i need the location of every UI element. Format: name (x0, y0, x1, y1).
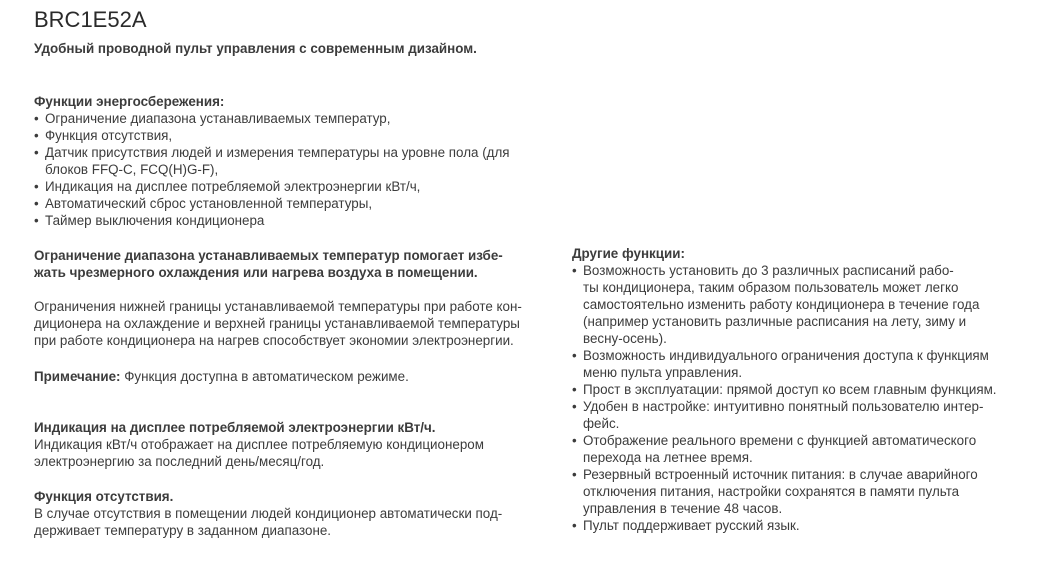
page-subtitle: Удобный проводной пульт управления с современным дизайном. (34, 41, 477, 56)
list-item: • Ограничение диапазона устанавливаемых температур, (34, 110, 544, 127)
temp-range-heading-line1: Ограничение диапазона устанавливаемых температур помогает избе- (34, 248, 503, 263)
line: отключения питания, настройки сохранятся в памяти пульта (583, 484, 960, 499)
temp-range-body-line3: при работе кондиционера на нагрев способствует экономии электроэнергии. (34, 333, 514, 348)
other-functions-list (572, 262, 1007, 534)
temp-range-body-line1: Ограничения нижней границы устанавливаемой температуры при работе кон- (34, 299, 522, 314)
line: • Возможность индивидуального ограничения доступа к функциям (583, 348, 989, 363)
line: весну-осень). (583, 331, 667, 346)
absence-heading: Функция отсутствия. (34, 489, 174, 504)
list-item (572, 398, 1007, 432)
note-text: Функция доступна в автоматическом режиме. (120, 369, 409, 384)
note-paragraph (34, 368, 544, 385)
absence-section (34, 488, 544, 539)
absence-line2: держивает температуру в заданном диапазоне. (34, 523, 332, 538)
temp-range-heading-line2: жать чрезмерного охлаждения или нагрева воздуха в помещении. (34, 265, 478, 280)
other-functions-section (572, 245, 1007, 534)
list-item: • Автоматический сброс установленной температуры, (34, 195, 544, 212)
energy-saving-section (34, 93, 544, 229)
temp-range-body (34, 298, 544, 349)
list-item (572, 432, 1007, 466)
line: фейс. (583, 416, 620, 431)
line: • Возможность установить до 3 различных расписаний рабо- (583, 263, 954, 278)
page-title: BRC1E52A (34, 7, 147, 32)
absence-line1: В случае отсутствия в помещении людей кондиционер автоматически под- (34, 506, 503, 521)
energy-display-line1: Индикация кВт/ч отображает на дисплее потребляемую кондиционером (34, 437, 484, 452)
line: управления в течение 48 часов. (583, 501, 783, 516)
energy-display-section (34, 419, 544, 470)
energy-display-line2: электроэнергию за последний день/месяц/год. (34, 454, 325, 469)
line: (например установить различные расписания на лету, зиму и (583, 314, 967, 329)
list-item: • Индикация на дисплее потребляемой электроэнергии кВт/ч, (34, 178, 544, 195)
line: • Пульт поддерживает русский язык. (583, 518, 800, 533)
note-label: Примечание: (34, 369, 121, 384)
line: • Отображение реального времени с функцией автоматического (583, 433, 977, 448)
line: ты кондиционера, таким образом пользователь может легко (583, 280, 959, 295)
line: • Прост в эксплуатации: прямой доступ ко всем главным функциям. (583, 382, 997, 397)
energy-saving-list (34, 110, 544, 229)
line: • Удобен в настройке: интуитивно понятный пользователю интер- (583, 399, 984, 414)
temp-range-body-line2: диционера на охлаждение и верхней границы устанавливаемой температуры (34, 316, 520, 331)
other-functions-heading: Другие функции: (572, 246, 685, 261)
list-item: • Функция отсутствия, (34, 127, 544, 144)
list-item (34, 144, 544, 178)
list-item (572, 347, 1007, 381)
line: перехода на летнее время. (583, 450, 753, 465)
list-item (572, 517, 1007, 534)
list-item (572, 262, 1007, 347)
line: • Резервный встроенный источник питания: в случае аварийного (583, 467, 978, 482)
list-item (572, 466, 1007, 517)
line: меню пульта управления. (583, 365, 743, 380)
list-item (572, 381, 1007, 398)
energy-saving-heading: Функции энергосбережения: (34, 94, 225, 109)
temp-range-section (34, 247, 544, 281)
list-item: • Таймер выключения кондиционера (34, 212, 544, 229)
energy-display-heading: Индикация на дисплее потребляемой электроэнергии кВт/ч. (34, 420, 436, 435)
list-item-text: Датчик присутствия людей и измерения температуры на уровне пола (для блоков FFQ-C, FCQ(H)G-F), (45, 145, 510, 177)
line: самостоятельно изменить работу кондиционера в течение года (583, 297, 980, 312)
